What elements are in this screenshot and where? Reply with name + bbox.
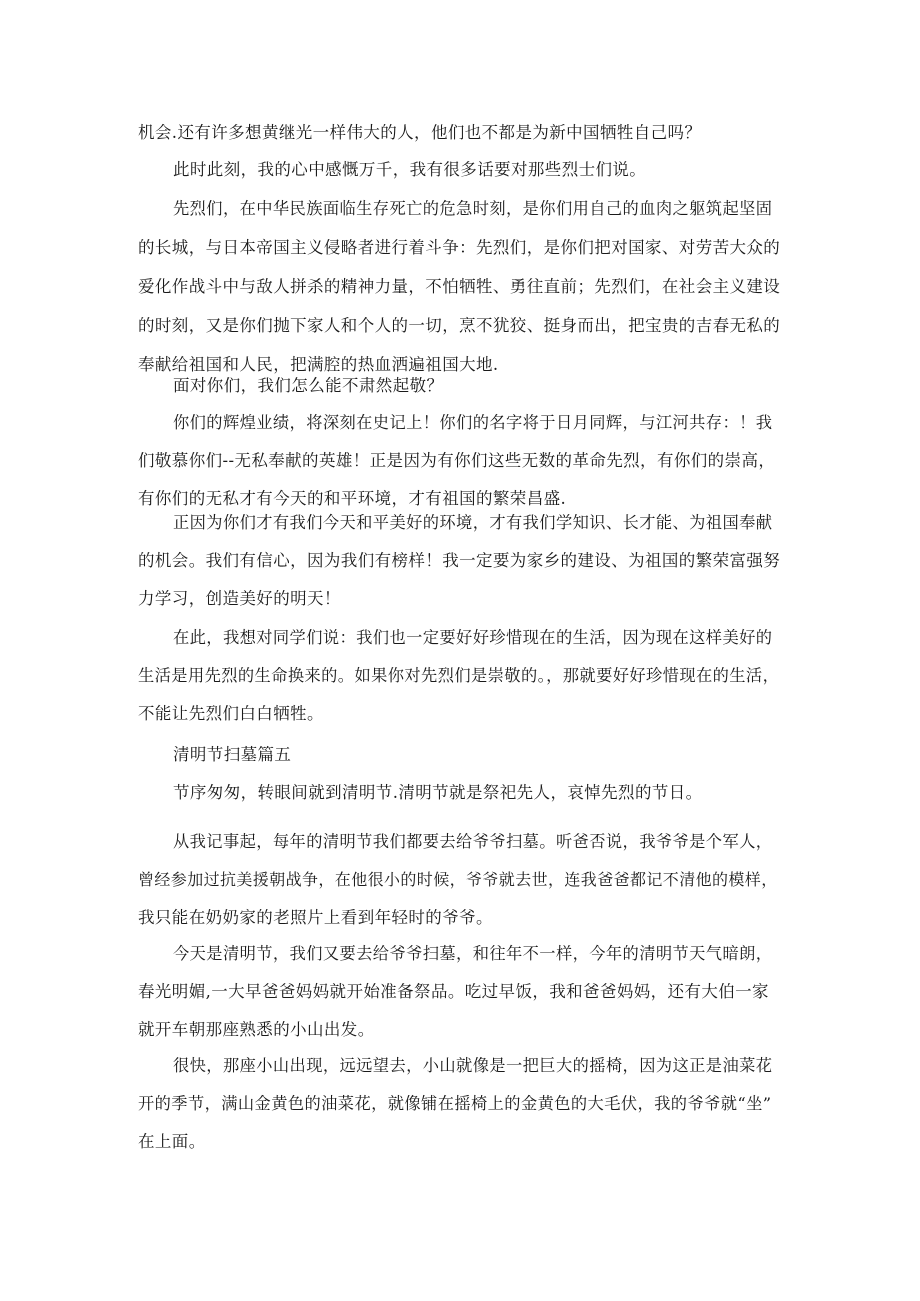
text-line: 生活是用先烈的生命换来的。如果你对先烈们是崇敬的。，那就要好好珍惜现在的生活， (138, 666, 780, 685)
text-line: 此时此刻，我的心中感慨万千，我有很多话要对那些烈士们说。 (173, 160, 647, 179)
text-line: 们敬慕你们--无私奉献的英雄！正是因为有你们这些无数的革命先烈，有你们的崇高， (138, 451, 776, 470)
text-line: 奉献给祖国和人民，把满腔的热血洒遍祖国大地. (138, 355, 499, 374)
section-title: 清明节扫墓篇五 (173, 745, 292, 764)
text-line: 的长城，与日本帝国主义侵略者进行着斗争：先烈们，是你们把对国家、对劳苦大众的 (138, 238, 781, 257)
text-line: 的时刻，又是你们抛下家人和个人的一切，烹不犹狡、挺身而出，把宝贵的吉春无私的 (138, 316, 781, 335)
text-line: 今天是清明节，我们又要去给爷爷扫墓，和往年不一样，今年的清明节天气暗朗， (173, 944, 773, 963)
text-line: 先烈们，在中华民族面临生存死亡的危急时刻，是你们用自己的血肉之躯筑起坚固 (173, 199, 773, 218)
text-line: 力学习，创造美好的明天！ (138, 589, 341, 608)
text-line: 在此，我想对同学们说：我们也一定要好好珍惜现在的生活，因为现在这样美好的 (173, 628, 773, 647)
paragraph-7 (138, 623, 780, 737)
text-line: 面对你们，我们怎么能不肃然起敬？ (173, 376, 444, 395)
text-line: 爱化作战斗中与敌人拼杀的精神力量，不怕牺牲、勇往直前；先烈们，在社会主义建设 (138, 277, 781, 296)
paragraph-8 (138, 778, 780, 808)
paragraph-10 (138, 939, 780, 1053)
text-line: 有你们的无私才有今天的和平环境，才有祖国的繁荣昌盛. (138, 489, 567, 508)
text-line: 节序匆匆，转眼间就到清明节.清明节就是祭祀先人，哀悼先烈的节日。 (173, 783, 703, 802)
paragraph-5 (138, 408, 780, 522)
text-line: 从我记事起，每年的清明节我们都要去给爷爷扫墓。听爸否说，我爷爷是个军人， (173, 832, 773, 851)
text-line: 正因为你们才有我们今天和平美好的环境，才有我们学知识、长才能、为祖国奉献 (173, 513, 773, 532)
text-line: 不能让先烈们白白牺牲。 (138, 704, 324, 723)
text-line: 就开车朝那座熟悉的小山出发。 (138, 1020, 375, 1039)
text-line: 曾经参加过抗美援朝战争，在他很小的时候，爷爷就去世，连我爸爸都记不清他的模样， (138, 870, 778, 889)
text-line: 你们的辉煌业绩，将深刻在史记上！你们的名字将于日月同辉，与江河共存：！我 (173, 413, 773, 432)
paragraph-2 (138, 155, 780, 185)
paragraph-11 (138, 1051, 780, 1165)
text-line: 机会.还有许多想黄继光一样伟大的人，他们也不都是为新中国牺牲自己吗？ (138, 123, 702, 142)
text-line: 我只能在奶奶家的老照片上看到年轻时的爷爷。 (138, 908, 493, 927)
text-line: 很快，那座小山出现，远远望去，小山就像是一把巨大的摇椅，因为这正是油菜花 (173, 1056, 773, 1075)
paragraph-4 (138, 371, 780, 401)
text-line: 的机会。我们有信心，因为我们有榜样！我一定要为家乡的建设、为祖国的繁荣富强努 (138, 551, 781, 570)
paragraph-9 (138, 827, 780, 941)
section-heading (138, 740, 780, 770)
text-line: 开的季节，满山金黄色的油菜花，就像铺在摇椅上的金黄色的大毛伏，我的爷爷就“坐” (138, 1094, 772, 1113)
paragraph-1 (138, 118, 780, 148)
text-line: 春光明媚,一大早爸爸妈妈就开始准备祭品。吃过早饭，我和爸爸妈妈，还有大伯一家 (138, 982, 769, 1001)
paragraph-3 (138, 194, 780, 389)
paragraph-6 (138, 508, 780, 622)
text-line: 在上面。 (138, 1132, 206, 1151)
